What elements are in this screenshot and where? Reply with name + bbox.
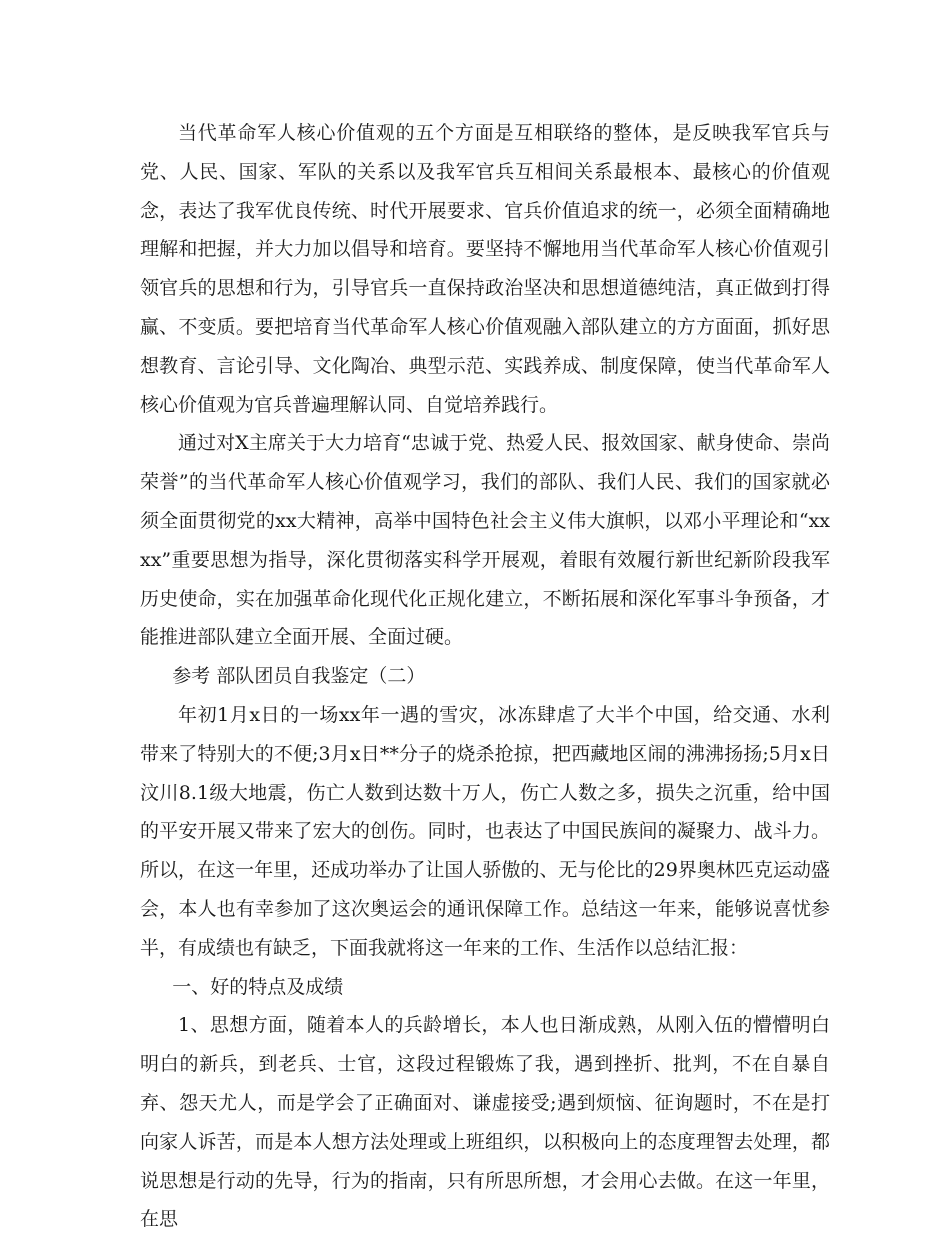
paragraph-core-values: 当代革命军人核心价值观的五个方面是互相联络的整体，是反映我军官兵与党、人民、国家、军队的关系以及我军官兵互相间关系最根本、最核心的价值观念，表达了我军优良传统、时代开展要求、官兵价值追求的统一，必须全面精确地理解和把握，并大力加以倡导和培育。要坚持不懈地用当代革命军人核心价值观引领官兵的思想和行为，引导官兵一直保持政治坚决和思想道德纯洁，真正做到打得赢、不变质。要把培育当代革命军人核心价值观融入部队建立的方方面面，抓好思想教育、言论引导、文化陶冶、典型示范、实践养成、制度保障，使当代革命军人核心价值观为官兵普遍理解认同、自觉培养践行。 xyxy=(140,122,830,416)
paragraph-study: 通过对X主席关于大力培育“忠诚于党、热爱人民、报效国家、献身使命、崇尚荣誉”的当代革命军人核心价值观学习，我们的部队、我们人民、我们的国家就必须全面贯彻党的xx大精神，高举中国特色社会主义伟大旗帜，以邓小平理论和“xxxx”重要思想为指导，深化贯彻落实科学开展观，着眼有效履行新世纪新阶段我军历史使命，实在加强革命化现代化正规化建立，不断拓展和深化军事斗争预备，才能推进部队建立全面开展、全面过硬。 xyxy=(140,432,830,649)
paragraph-thought: 1、思想方面，随着本人的兵龄增长，本人也日渐成熟，从刚入伍的懵懵明白明白的新兵，到老兵、士官，这段过程锻炼了我，遇到挫折、批判，不在自暴自弃、怨天尤人，而是学会了正确面对、谦虚接受;遇到烦恼、征询题时，不在是打向家人诉苦，而是本人想方法处理或上班组织，以积极向上的态度理智去处理，都说思想是行动的先导，行为的指南，只有所思所想，才会用心去做。在这一年里，在思 xyxy=(140,1014,830,1231)
paragraph-year-review: 年初1月x日的一场xx年一遇的雪灾，冰冻肆虐了大半个中国，给交通、水利带来了特别大的不便;3月x日**分子的烧杀抢掠，把西藏地区闹的沸沸扬扬;5月x日汶川8.1级大地震，伤亡人数到达数十万人，伤亡人数之多，损失之沉重，给中国的平安开展又带来了宏大的创伤。同时，也表达了中国民族间的凝聚力、战斗力。所以，在这一年里，还成功举办了让国人骄傲的、无与伦比的29界奥林匹克运动盛会，本人也有幸参加了这次奥运会的通讯保障工作。总结这一年来，能够说喜忧参半，有成绩也有缺乏，下面我就将这一年来的工作、生活作以总结汇报： xyxy=(140,703,830,959)
document-body xyxy=(140,114,830,1239)
section-title: 参考 部队团员自我鉴定（二） xyxy=(172,665,426,688)
subsection-heading: 一、好的特点及成绩 xyxy=(172,975,344,998)
